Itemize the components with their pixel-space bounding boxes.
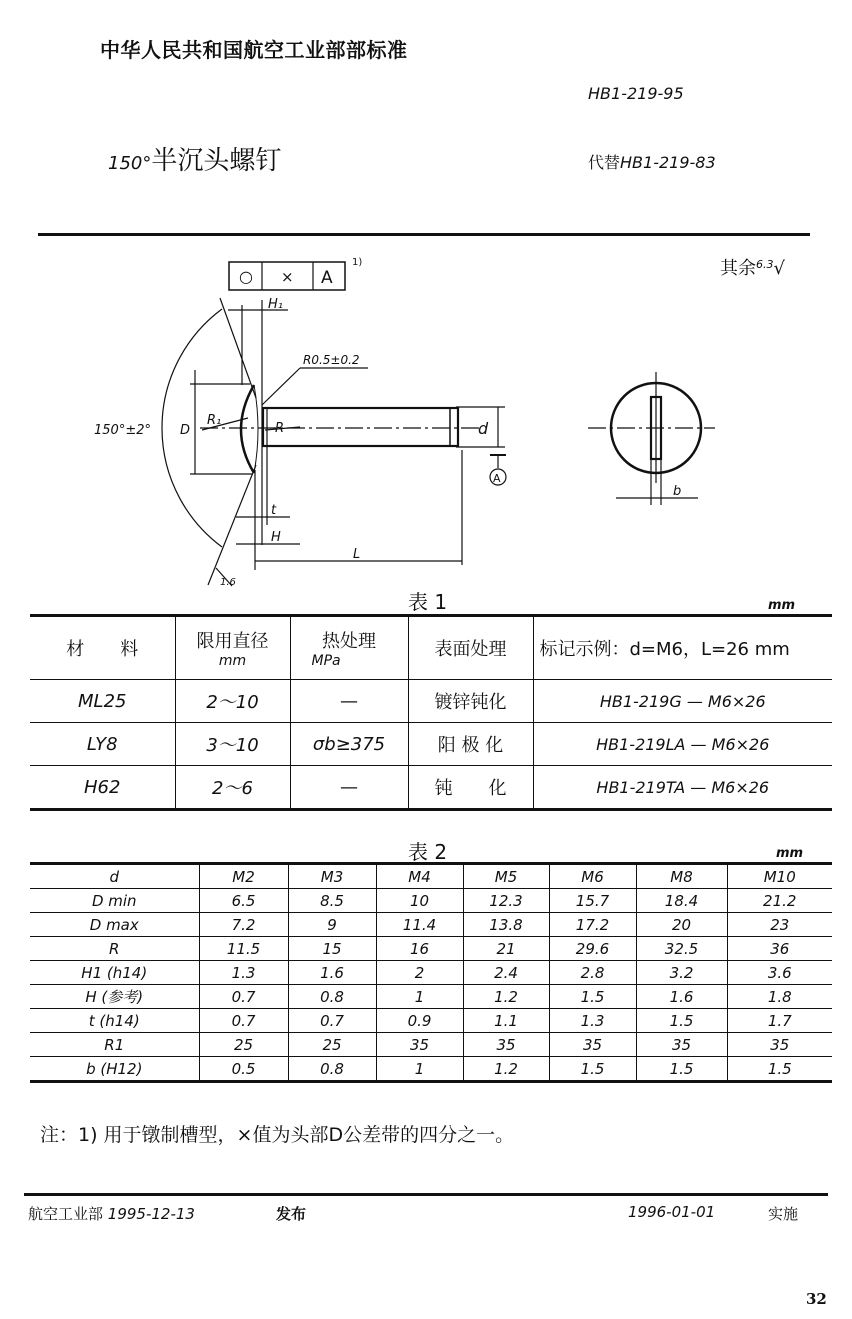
cell-value: 1.2 — [463, 985, 549, 1009]
label-h1: H₁ — [268, 297, 283, 312]
cell-marking: HB1-219LA — M6×26 — [533, 723, 832, 766]
row-label: t (h14) — [30, 1009, 199, 1033]
cell-diameter: 3～10 — [175, 723, 290, 766]
label-edge-roughness: 1.6 — [220, 577, 236, 588]
cell-value: 29.6 — [549, 937, 636, 961]
cell-value: 25 — [199, 1033, 288, 1057]
footer-issuer — [28, 1203, 195, 1224]
label-R1: R₁ — [207, 413, 222, 428]
replaces-number: HB1-219-83 — [620, 153, 716, 172]
cell-value: 20 — [636, 913, 727, 937]
table-row — [30, 766, 832, 810]
row-label: R1 — [30, 1033, 199, 1057]
cell-value: 1.1 — [463, 1009, 549, 1033]
replaces-standard — [588, 150, 716, 173]
standard-number: HB1-219-95 — [588, 84, 684, 103]
cell-value: M6 — [549, 864, 636, 889]
frame-roundness-symbol: ○ — [239, 267, 253, 286]
cell-value: 1.5 — [636, 1009, 727, 1033]
cell-value: 21 — [463, 937, 549, 961]
cell-value: 0.8 — [288, 1057, 376, 1082]
cell-material: LY8 — [30, 723, 175, 766]
issuer-name: 航空工业部 — [28, 1205, 104, 1223]
frame-datum: A — [321, 268, 333, 288]
issue-date: 1995-12-13 — [107, 1205, 195, 1223]
row-label: d — [30, 864, 199, 889]
cell-value: 1.8 — [727, 985, 832, 1009]
cell-diameter: 2～10 — [175, 680, 290, 723]
footnote: 注：1) 用于镦制槽型，×值为头部D公差带的四分之一。 — [40, 1124, 515, 1146]
cell-material: H62 — [30, 766, 175, 810]
cell-value: M10 — [727, 864, 832, 889]
table1-header-marking: 标记示例：d=M6，L=26 mm — [533, 616, 832, 680]
cell-value: 35 — [636, 1033, 727, 1057]
cell-value: 25 — [288, 1033, 376, 1057]
page-number: 32 — [806, 1290, 827, 1308]
cell-value: 17.2 — [549, 913, 636, 937]
cell-value: 8.5 — [288, 889, 376, 913]
label-D: D — [180, 423, 191, 438]
cell-value: 2 — [376, 961, 463, 985]
cell-diameter: 2～6 — [175, 766, 290, 810]
footer-divider — [24, 1193, 828, 1196]
cell-value: M4 — [376, 864, 463, 889]
table1-header-diameter: 限用直径 mm — [175, 616, 290, 680]
row-label: H (参考) — [30, 985, 199, 1009]
table1-header-heat: 热处理 MPa — [290, 616, 408, 680]
cell-value: 1.3 — [549, 1009, 636, 1033]
cell-value: 18.4 — [636, 889, 727, 913]
label-fillet: R0.5±0.2 — [303, 353, 360, 367]
cell-value: M5 — [463, 864, 549, 889]
cell-value: 32.5 — [636, 937, 727, 961]
row-label: D min — [30, 889, 199, 913]
cell-marking: HB1-219G — M6×26 — [533, 680, 832, 723]
table-row — [30, 1009, 832, 1033]
label-H: H — [271, 530, 281, 545]
cell-value: 0.9 — [376, 1009, 463, 1033]
table1-header-material: 材 料 — [30, 616, 175, 680]
cell-heat: — — [290, 766, 408, 810]
cell-value: 9 — [288, 913, 376, 937]
table-row — [30, 680, 832, 723]
cell-surface: 钝 化 — [408, 766, 533, 810]
table-row — [30, 1057, 832, 1082]
organization-title: 中华人民共和国航空工业部部标准 — [100, 38, 408, 62]
table-row — [30, 1033, 832, 1057]
label-datum-A: A — [493, 472, 501, 485]
table-row — [30, 913, 832, 937]
cell-value: 1.7 — [727, 1009, 832, 1033]
cell-value: 35 — [727, 1033, 832, 1057]
cell-value: 1.5 — [727, 1057, 832, 1082]
issue-label: 发布 — [276, 1205, 307, 1223]
cell-value: 1 — [376, 985, 463, 1009]
cell-value: M2 — [199, 864, 288, 889]
cell-value: 3.6 — [727, 961, 832, 985]
replaces-label: 代替 — [588, 153, 621, 172]
table-row — [30, 985, 832, 1009]
table1-header-surface: 表面处理 — [408, 616, 533, 680]
effective-label: 实施 — [768, 1205, 799, 1223]
cell-value: 1.5 — [636, 1057, 727, 1082]
cell-value: 7.2 — [199, 913, 288, 937]
roughness-label: 其余 — [720, 258, 756, 279]
row-label: D max — [30, 913, 199, 937]
cell-value: 0.5 — [199, 1057, 288, 1082]
screw-drawing — [0, 240, 852, 595]
cell-marking: HB1-219TA — M6×26 — [533, 766, 832, 810]
cell-value: 1 — [376, 1057, 463, 1082]
cell-value: 6.5 — [199, 889, 288, 913]
cell-heat: σb≥375 — [290, 723, 408, 766]
label-R: R — [275, 421, 285, 436]
roughness-value: 6.3 — [756, 258, 774, 271]
table1-header-row — [30, 616, 832, 680]
cell-value: 0.7 — [288, 1009, 376, 1033]
label-L: L — [353, 547, 361, 562]
table-row — [30, 723, 832, 766]
cell-material: ML25 — [30, 680, 175, 723]
table2-dimensions — [30, 862, 832, 1083]
cell-heat: — — [290, 680, 408, 723]
cell-value: 12.3 — [463, 889, 549, 913]
table-row — [30, 889, 832, 913]
cell-value: 0.7 — [199, 985, 288, 1009]
label-d: d — [478, 419, 489, 438]
document-title — [108, 140, 281, 177]
title-angle: 150° — [108, 153, 152, 174]
cell-value: 15.7 — [549, 889, 636, 913]
cell-value: 1.5 — [549, 985, 636, 1009]
cell-value: 1.3 — [199, 961, 288, 985]
cell-value: M3 — [288, 864, 376, 889]
table1-unit: mm — [768, 598, 796, 613]
cell-value: 36 — [727, 937, 832, 961]
tolerance-note-ref: 1) — [352, 257, 363, 268]
header-divider — [38, 233, 810, 236]
label-angle: 150°±2° — [94, 423, 151, 438]
cell-value: 1.5 — [549, 1057, 636, 1082]
cell-surface: 阳 极 化 — [408, 723, 533, 766]
label-t: t — [271, 503, 277, 518]
cell-value: 2.4 — [463, 961, 549, 985]
table2-caption: 表 2 — [408, 840, 448, 864]
cell-value: 35 — [463, 1033, 549, 1057]
cell-value: 35 — [376, 1033, 463, 1057]
cell-value: 16 — [376, 937, 463, 961]
cell-value: 23 — [727, 913, 832, 937]
frame-tolerance-x: × — [281, 268, 294, 286]
table1-caption: 表 1 — [408, 590, 448, 614]
cell-value: 3.2 — [636, 961, 727, 985]
table-row — [30, 864, 832, 889]
table2-unit: mm — [776, 846, 804, 861]
cell-value: 1.6 — [636, 985, 727, 1009]
cell-value: 1.6 — [288, 961, 376, 985]
row-label: b (H12) — [30, 1057, 199, 1082]
cell-value: 0.8 — [288, 985, 376, 1009]
cell-value: 35 — [549, 1033, 636, 1057]
cell-value: 15 — [288, 937, 376, 961]
row-label: H1 (h14) — [30, 961, 199, 985]
effective-date: 1996-01-01 — [628, 1203, 716, 1221]
cell-value: 1.2 — [463, 1057, 549, 1082]
table-row — [30, 937, 832, 961]
row-label: R — [30, 937, 199, 961]
cell-value: M8 — [636, 864, 727, 889]
roughness-check-icon: √ — [773, 258, 785, 279]
title-text: 半沉头螺钉 — [151, 146, 282, 176]
cell-value: 21.2 — [727, 889, 832, 913]
cell-value: 10 — [376, 889, 463, 913]
cell-value: 13.8 — [463, 913, 549, 937]
cell-surface: 镀锌钝化 — [408, 680, 533, 723]
table-row — [30, 961, 832, 985]
cell-value: 0.7 — [199, 1009, 288, 1033]
table1-materials — [30, 614, 832, 811]
label-b: b — [673, 484, 682, 499]
cell-value: 11.5 — [199, 937, 288, 961]
cell-value: 11.4 — [376, 913, 463, 937]
cell-value: 2.8 — [549, 961, 636, 985]
